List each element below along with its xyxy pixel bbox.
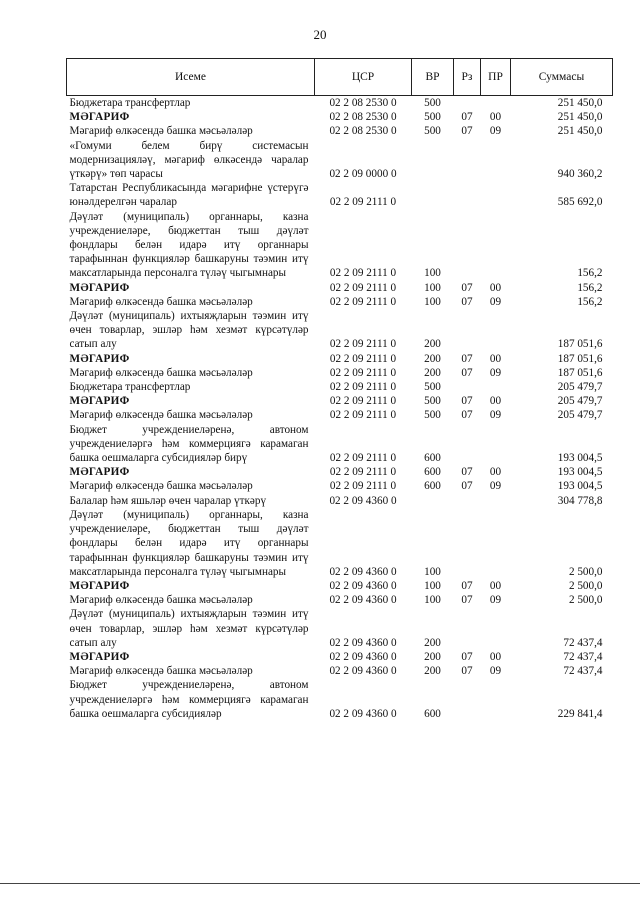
cell-csr: 02 2 09 4360 0: [329, 594, 397, 607]
table-row: [67, 110, 613, 124]
cell-csr: 02 2 09 0000 0: [329, 168, 397, 181]
cell-vr: 200: [424, 338, 441, 351]
cell-sum: 156,2: [577, 267, 603, 280]
cell-vr: 500: [424, 409, 441, 422]
cell-name: МӘГАРИФ: [69, 352, 130, 365]
cell-pr: 09: [489, 665, 502, 678]
table-row: [67, 139, 613, 182]
table-row: [67, 408, 613, 422]
cell-sum: 187 051,6: [557, 366, 603, 379]
cell-rz: 07: [461, 665, 473, 678]
cell-csr: 02 2 09 4360 0: [329, 707, 397, 720]
cell-csr: 02 2 09 2111 0: [329, 295, 397, 308]
cell-pr: [481, 380, 511, 394]
cell-vr: [412, 139, 454, 182]
cell-pr: 00: [489, 650, 502, 663]
cell-sum: 2 500,0: [568, 594, 603, 607]
table-row: [67, 494, 613, 508]
column-header-pr: ПР: [481, 59, 511, 96]
cell-name: Бюджет учреждениеләренә, автоном учреждениеләргә һәм коммерциягә карамаган башка оешмаларга субсидияләр: [69, 679, 309, 720]
cell-sum: 72 437,4: [563, 650, 603, 663]
cell-vr: [412, 181, 454, 209]
column-header-name: Исеме: [67, 59, 315, 96]
table-row: [67, 96, 613, 111]
cell-rz: [454, 210, 481, 281]
cell-name: МӘГАРИФ: [69, 111, 130, 124]
cell-pr: [481, 210, 511, 281]
cell-rz: [454, 678, 481, 721]
table-row: [67, 607, 613, 650]
cell-sum: 156,2: [577, 295, 603, 308]
cell-rz: [454, 508, 481, 579]
cell-pr: 00: [489, 466, 502, 479]
cell-vr: 500: [424, 125, 441, 138]
table-row: [67, 508, 613, 579]
cell-rz: [454, 423, 481, 466]
table-body: [67, 96, 613, 721]
cell-pr: [481, 181, 511, 209]
cell-csr: 02 2 09 4360 0: [329, 579, 397, 592]
cell-rz: [454, 494, 481, 508]
table-row: [67, 678, 613, 721]
cell-csr: 02 2 09 4360 0: [329, 665, 397, 678]
table-row: [67, 352, 613, 366]
cell-name: Мәгариф өлкәсендә башка мәсьәләләр: [69, 594, 253, 607]
cell-vr: 200: [424, 352, 441, 365]
cell-csr: 02 2 08 2530 0: [329, 125, 397, 138]
cell-name: МӘГАРИФ: [69, 395, 130, 408]
cell-csr: 02 2 09 2111 0: [329, 409, 397, 422]
cell-sum: 251 450,0: [557, 97, 603, 109]
cell-rz: 07: [461, 395, 473, 408]
cell-pr: 00: [489, 281, 502, 294]
table-row: [67, 124, 613, 138]
cell-rz: [454, 139, 481, 182]
cell-sum: 304 778,8: [557, 494, 603, 507]
cell-name: Бюджетара трансфертлар: [69, 97, 191, 109]
table-row: [67, 295, 613, 309]
cell-sum: 193 004,5: [557, 480, 603, 493]
cell-vr: [412, 494, 454, 508]
cell-vr: 100: [424, 295, 441, 308]
cell-pr: [481, 508, 511, 579]
cell-csr: 02 2 09 2111 0: [329, 366, 397, 379]
cell-vr: 100: [424, 565, 441, 578]
table-row: [67, 579, 613, 593]
cell-vr: 500: [424, 395, 441, 408]
cell-pr: [481, 309, 511, 352]
cell-csr: 02 2 09 2111 0: [329, 381, 397, 394]
cell-csr: 02 2 08 2530 0: [329, 97, 397, 109]
cell-csr: 02 2 09 2111 0: [329, 452, 397, 465]
cell-vr: 600: [424, 480, 441, 493]
cell-pr: 09: [489, 480, 502, 493]
cell-rz: 07: [461, 281, 473, 294]
cell-pr: 09: [489, 125, 502, 138]
cell-vr: 100: [424, 281, 441, 294]
table-row: [67, 309, 613, 352]
cell-sum: 187 051,6: [557, 352, 603, 365]
cell-rz: 07: [461, 650, 473, 663]
cell-sum: 156,2: [577, 281, 603, 294]
cell-name: Дәүләт (муниципаль) ихтыяҗларын тәэмин итү өчен товарлар, эшләр һәм хезмәт күрсәтүләр сатып алу: [69, 608, 309, 649]
table-row: [67, 465, 613, 479]
cell-name: Мәгариф өлкәсендә башка мәсьәләләр: [69, 665, 253, 678]
cell-csr: 02 2 09 2111 0: [329, 281, 397, 294]
cell-vr: 500: [424, 111, 441, 124]
cell-name: Бюджетара трансфертлар: [69, 381, 191, 394]
cell-vr: 100: [424, 267, 441, 280]
cell-rz: 07: [461, 111, 473, 124]
cell-name: МӘГАРИФ: [69, 650, 130, 663]
cell-rz: 07: [461, 352, 473, 365]
cell-name: МӘГАРИФ: [69, 281, 130, 294]
cell-rz: 07: [461, 480, 473, 493]
cell-pr: 09: [489, 409, 502, 422]
cell-csr: 02 2 09 4360 0: [329, 494, 397, 507]
cell-rz: 07: [461, 125, 473, 138]
cell-name: Мәгариф өлкәсендә башка мәсьәләләр: [69, 295, 253, 308]
cell-vr: 200: [424, 650, 441, 663]
cell-pr: 00: [489, 352, 502, 365]
cell-sum: 193 004,5: [557, 466, 603, 479]
table-row: [67, 423, 613, 466]
cell-vr: 100: [424, 594, 441, 607]
cell-rz: 07: [461, 295, 473, 308]
cell-rz: [454, 607, 481, 650]
column-header-sum: Суммасы: [511, 59, 613, 96]
cell-sum: 251 450,0: [557, 111, 603, 124]
cell-sum: 585 692,0: [557, 196, 603, 209]
table-row: [67, 664, 613, 678]
cell-pr: [481, 607, 511, 650]
cell-csr: 02 2 09 2111 0: [329, 352, 397, 365]
cell-pr: 09: [489, 594, 502, 607]
cell-pr: [481, 96, 511, 111]
table-header: [67, 59, 613, 96]
cell-vr: 500: [424, 381, 441, 394]
cell-sum: 205 479,7: [557, 395, 603, 408]
column-header-vr: ВР: [412, 59, 454, 96]
cell-name: Дәүләт (муниципаль) органнары, казна учреждениеләре, бюджеттан тыш дәүләт фондлары белән идарә итү органнары тарафыннан функцияләр башкаруны тәэмин итү максатларында персоналга түләү чыгымнары: [69, 210, 309, 280]
cell-sum: 72 437,4: [563, 665, 603, 678]
cell-sum: 187 051,6: [557, 338, 603, 351]
cell-pr: 00: [489, 111, 502, 124]
column-header-rz: Рз: [454, 59, 481, 96]
cell-csr: 02 2 09 2111 0: [329, 395, 397, 408]
cell-name: МӘГАРИФ: [69, 466, 130, 479]
cell-vr: 600: [424, 466, 441, 479]
cell-vr: 600: [424, 452, 441, 465]
cell-pr: [481, 494, 511, 508]
cell-sum: 229 841,4: [557, 707, 603, 720]
cell-pr: [481, 139, 511, 182]
cell-rz: [454, 96, 481, 111]
cell-vr: 200: [424, 636, 441, 649]
cell-pr: 00: [489, 579, 502, 592]
table-row: [67, 380, 613, 394]
cell-sum: 251 450,0: [557, 125, 603, 138]
table-row: [67, 210, 613, 281]
cell-name: Мәгариф өлкәсендә башка мәсьәләләр: [69, 366, 253, 379]
cell-name: Татарстан Республикасында мәгарифне үстерүгә юнәлдерелгән чаралар: [69, 182, 309, 209]
cell-csr: 02 2 09 2111 0: [329, 480, 397, 493]
cell-vr: 100: [424, 579, 441, 592]
column-header-csr: ЦСР: [315, 59, 412, 96]
cell-name: Мәгариф өлкәсендә башка мәсьәләләр: [69, 480, 253, 493]
page-number: 20: [313, 27, 327, 42]
cell-name: Мәгариф өлкәсендә башка мәсьәләләр: [69, 125, 253, 138]
cell-csr: 02 2 09 4360 0: [329, 650, 397, 663]
cell-name: Мәгариф өлкәсендә башка мәсьәләләр: [69, 409, 253, 422]
cell-name: Дәүләт (муниципаль) органнары, казна учреждениеләре, бюджеттан тыш дәүләт фондлары белән идарә итү органнары тарафыннан функцияләр башкаруны тәэмин итү максатларында персоналга түләү чыгымнары: [69, 508, 309, 578]
table-row: [67, 181, 613, 209]
cell-csr: 02 2 09 2111 0: [329, 338, 397, 351]
table-row: [67, 479, 613, 493]
cell-rz: 07: [461, 594, 473, 607]
cell-vr: 200: [424, 665, 441, 678]
cell-pr: [481, 423, 511, 466]
cell-rz: [454, 181, 481, 209]
cell-sum: 2 500,0: [568, 565, 603, 578]
cell-sum: 205 479,7: [557, 409, 603, 422]
cell-csr: 02 2 09 2111 0: [329, 267, 397, 280]
cell-pr: 00: [489, 395, 502, 408]
cell-pr: 09: [489, 295, 502, 308]
cell-name: Балалар һәм яшьләр өчен чаралар үткәрү: [69, 494, 267, 507]
budget-table: [66, 58, 613, 721]
cell-name: Бюджет учреждениеләренә, автоном учреждениеләргә һәм коммерциягә карамаган башка оешмаларга субсидияләр бирү: [69, 423, 309, 465]
cell-csr: 02 2 08 2530 0: [329, 111, 397, 124]
cell-csr: 02 2 09 4360 0: [329, 565, 397, 578]
cell-pr: 09: [489, 366, 502, 379]
cell-rz: 07: [461, 409, 473, 422]
cell-rz: [454, 380, 481, 394]
cell-rz: 07: [461, 579, 473, 592]
cell-rz: [454, 309, 481, 352]
table-row: [67, 650, 613, 664]
cell-vr: 200: [424, 366, 441, 379]
table-row: [67, 394, 613, 408]
cell-csr: 02 2 09 4360 0: [329, 636, 397, 649]
cell-vr: 600: [424, 707, 441, 720]
cell-sum: 2 500,0: [568, 579, 603, 592]
cell-name: Дәүләт (муниципаль) ихтыяҗларын тәэмин итү өчен товарлар, эшләр һәм хезмәт күрсәтүләр сатып алу: [69, 310, 309, 351]
cell-rz: 07: [461, 366, 473, 379]
cell-sum: 205 479,7: [557, 381, 603, 394]
table-row: [67, 593, 613, 607]
bottom-divider: [0, 883, 640, 884]
cell-name: «Гомуми белем бирү системасын модернизацияләү, мәгариф өлкәсендә чаралар үткәрү» төп чарасы: [69, 139, 309, 181]
cell-name: МӘГАРИФ: [69, 579, 130, 592]
cell-pr: [481, 678, 511, 721]
cell-sum: 193 004,5: [557, 452, 603, 465]
cell-csr: 02 2 09 2111 0: [329, 466, 397, 479]
table-row: [67, 366, 613, 380]
cell-rz: 07: [461, 466, 473, 479]
cell-vr: 500: [424, 97, 441, 109]
cell-csr: 02 2 09 2111 0: [329, 196, 397, 209]
table-row: [67, 281, 613, 295]
cell-sum: 940 360,2: [557, 168, 603, 181]
cell-sum: 72 437,4: [563, 636, 603, 649]
